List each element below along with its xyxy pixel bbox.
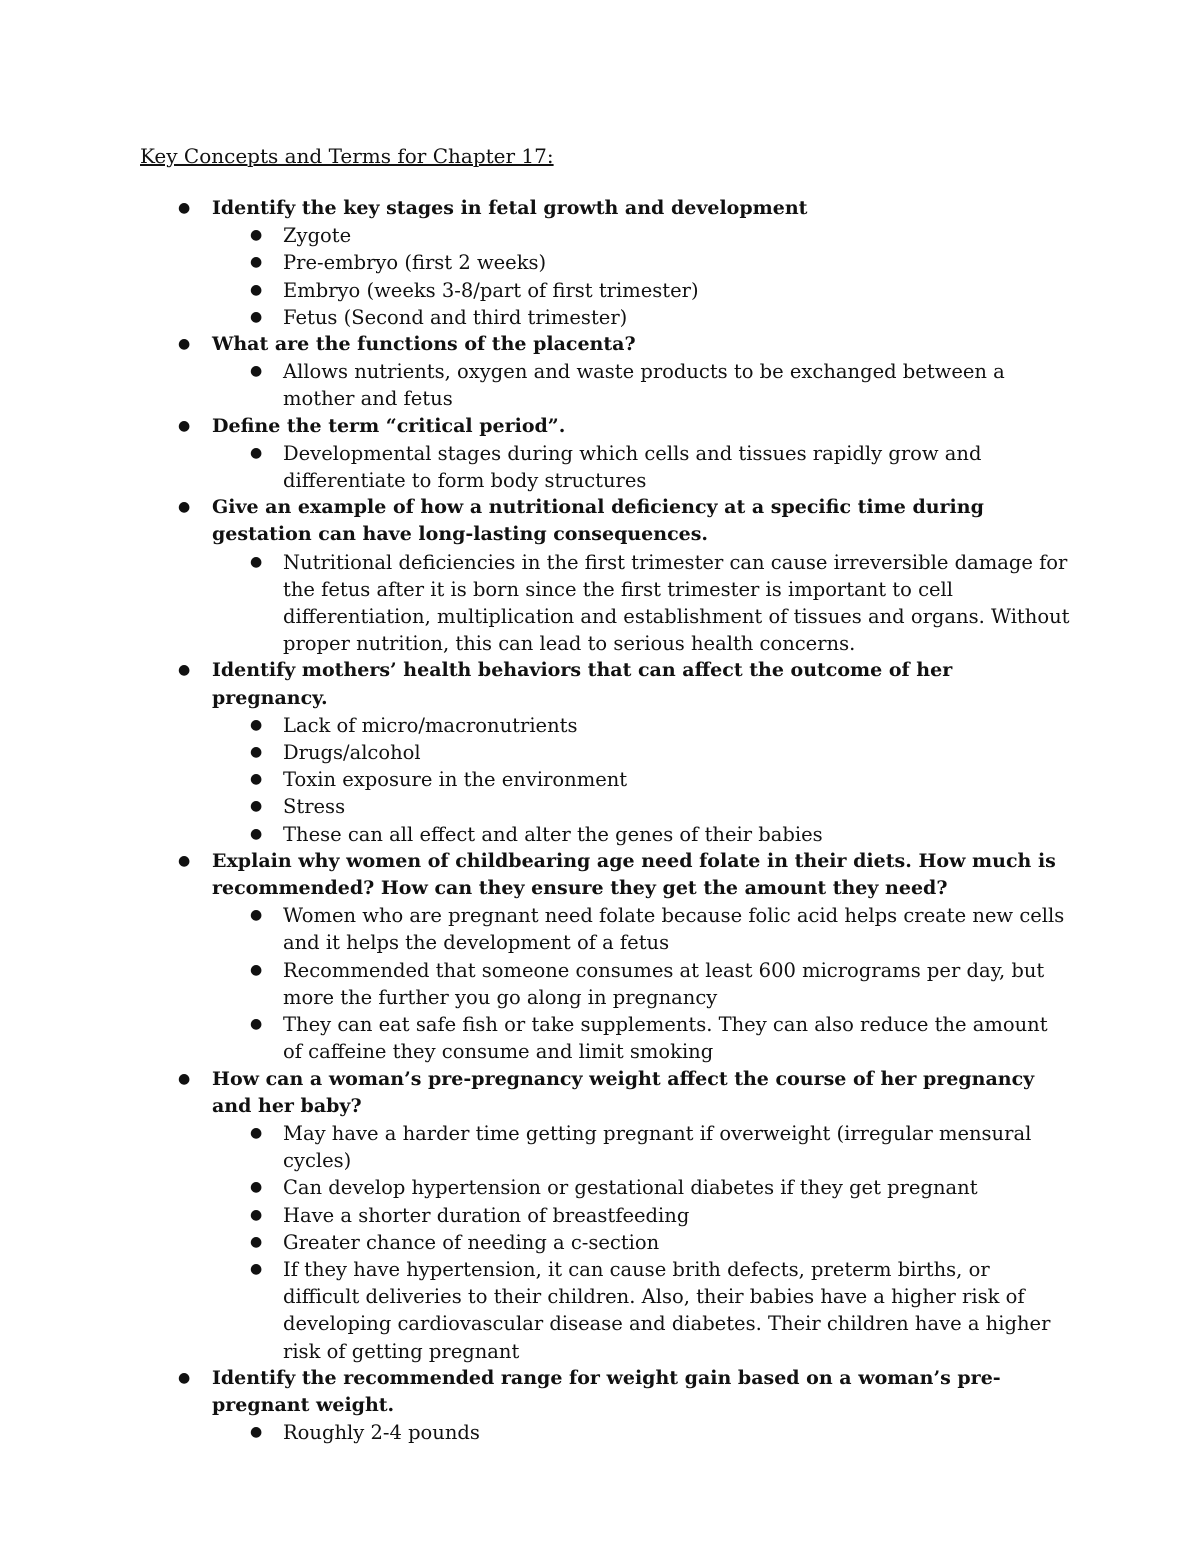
answer-item (212, 1011, 1070, 1065)
answer-text: Toxin exposure in the environment (283, 768, 628, 792)
answer-item (212, 1120, 1070, 1174)
document-title: Key Concepts and Terms for Chapter 17: (140, 144, 554, 168)
answer-text: Pre-embryo (first 2 weeks) (283, 251, 547, 275)
question-item (140, 195, 1070, 331)
answer-list (212, 1419, 1070, 1446)
answer-text: May have a harder time getting pregnant if overweight (irregular mensural cycles) (283, 1121, 1032, 1173)
answer-item (212, 793, 1070, 820)
bullet-icon: ● (250, 281, 263, 298)
question-text: Define the term “critical period”. (212, 414, 566, 437)
answer-item (212, 1229, 1070, 1256)
answer-item (212, 712, 1070, 739)
answer-text: If they have hypertension, it can cause brith defects, preterm births, or difficult deliveries to their children. Also, their babies have a higher risk of developing cardiovascular disease and diabetes. Their children have a higher risk of getting pregnant (283, 1257, 1051, 1363)
bullet-icon: ● (178, 1070, 191, 1087)
question-item (140, 1066, 1070, 1365)
answer-text: Nutritional deficiencies in the first trimester can cause irreversible damage for the fetus after it is born since the first trimester is important to cell differentiation, multiplication and establishment of tissues and organs. Without proper nutrition, this can lead to serious health concerns. (283, 550, 1070, 656)
answer-item (212, 277, 1070, 304)
answer-item (212, 739, 1070, 766)
question-item (140, 331, 1070, 413)
question-list (140, 195, 1070, 1446)
bullet-icon: ● (250, 254, 263, 271)
question-text: Identify the recommended range for weight gain based on a woman’s pre-pregnant weight. (212, 1366, 1001, 1416)
answer-item (212, 304, 1070, 331)
bullet-icon: ● (250, 825, 263, 842)
answer-text: Greater chance of needing a c-section (283, 1230, 660, 1254)
answer-list (212, 1120, 1070, 1365)
bullet-icon: ● (178, 336, 191, 353)
answer-list (212, 712, 1070, 848)
bullet-icon: ● (250, 1124, 263, 1141)
bullet-icon: ● (250, 227, 263, 244)
bullet-icon: ● (178, 662, 191, 679)
question-item (140, 657, 1070, 847)
bullet-icon: ● (250, 744, 263, 761)
answer-item (212, 1419, 1070, 1446)
question-text: What are the functions of the placenta? (212, 333, 636, 356)
question-item (140, 1365, 1070, 1447)
answer-list (212, 902, 1070, 1065)
answer-text: Embryo (weeks 3-8/part of first trimester) (283, 278, 699, 302)
bullet-icon: ● (250, 716, 263, 733)
answer-text: Can develop hypertension or gestational diabetes if they get pregnant (283, 1176, 978, 1200)
bullet-icon: ● (178, 1369, 191, 1386)
bullet-icon: ● (250, 444, 263, 461)
bullet-icon: ● (178, 417, 191, 434)
answer-item (212, 549, 1070, 658)
answer-text: Women who are pregnant need folate because folic acid helps create new cells and it helps the development of a fetus (283, 904, 1065, 955)
bullet-icon: ● (250, 1260, 263, 1277)
question-item (140, 494, 1070, 657)
answer-text: Have a shorter duration of breastfeeding (283, 1203, 690, 1227)
bullet-icon: ● (250, 1016, 263, 1033)
bullet-icon: ● (250, 771, 263, 788)
answer-text: Allows nutrients, oxygen and waste products to be exchanged between a mother and fetus (283, 360, 1005, 411)
answer-text: Fetus (Second and third trimester) (283, 305, 628, 329)
answer-text: These can all effect and alter the genes of their babies (283, 822, 823, 846)
document-page (140, 141, 1070, 1446)
bullet-icon: ● (250, 1179, 263, 1196)
answer-item (212, 902, 1070, 956)
bullet-icon: ● (250, 553, 263, 570)
answer-text: Drugs/alcohol (283, 741, 421, 765)
answer-item (212, 1174, 1070, 1201)
answer-text: Zygote (283, 224, 352, 248)
answer-list (212, 222, 1070, 331)
answer-item (212, 821, 1070, 848)
answer-item (212, 222, 1070, 249)
question-text: Give an example of how a nutritional deficiency at a specific time during gestation can have long-lasting consequences. (212, 496, 984, 546)
answer-text: Lack of micro/macronutrients (283, 713, 578, 737)
question-item (140, 848, 1070, 1066)
answer-item (212, 249, 1070, 276)
bullet-icon: ● (178, 852, 191, 869)
answer-item (212, 766, 1070, 793)
bullet-icon: ● (178, 499, 191, 516)
question-text: Explain why women of childbearing age need folate in their diets. How much is recommended? How can they ensure they get the amount they need? (212, 849, 1056, 900)
question-text: How can a woman’s pre-pregnancy weight affect the course of her pregnancy and her baby? (212, 1067, 1035, 1117)
answer-text: Stress (283, 795, 346, 819)
bullet-icon: ● (250, 363, 263, 380)
answer-item (212, 1202, 1070, 1229)
answer-list (212, 440, 1070, 494)
answer-list (212, 358, 1070, 412)
answer-text: Roughly 2-4 pounds (283, 1421, 480, 1445)
bullet-icon: ● (250, 1424, 263, 1441)
answer-text: Developmental stages during which cells and tissues rapidly grow and differentiate to form body structures (283, 441, 982, 493)
answer-text: They can eat safe fish or take supplements. They can also reduce the amount of caffeine they consume and limit smoking (283, 1013, 1048, 1064)
question-text: Identify the key stages in fetal growth and development (212, 197, 808, 219)
answer-list (212, 549, 1070, 658)
answer-item (212, 358, 1070, 412)
answer-text: Recommended that someone consumes at least 600 micrograms per day, but more the further you go along in pregnancy (283, 958, 1045, 1009)
bullet-icon: ● (178, 200, 191, 216)
answer-item (212, 957, 1070, 1011)
bullet-icon: ● (250, 308, 263, 325)
bullet-icon: ● (250, 961, 263, 978)
bullet-icon: ● (250, 1206, 263, 1223)
bullet-icon: ● (250, 798, 263, 815)
bullet-icon: ● (250, 907, 263, 924)
answer-item (212, 440, 1070, 494)
question-item (140, 413, 1070, 495)
question-text: Identify mothers’ health behaviors that can affect the outcome of her pregnancy. (212, 659, 953, 709)
bullet-icon: ● (250, 1233, 263, 1250)
answer-item (212, 1256, 1070, 1365)
